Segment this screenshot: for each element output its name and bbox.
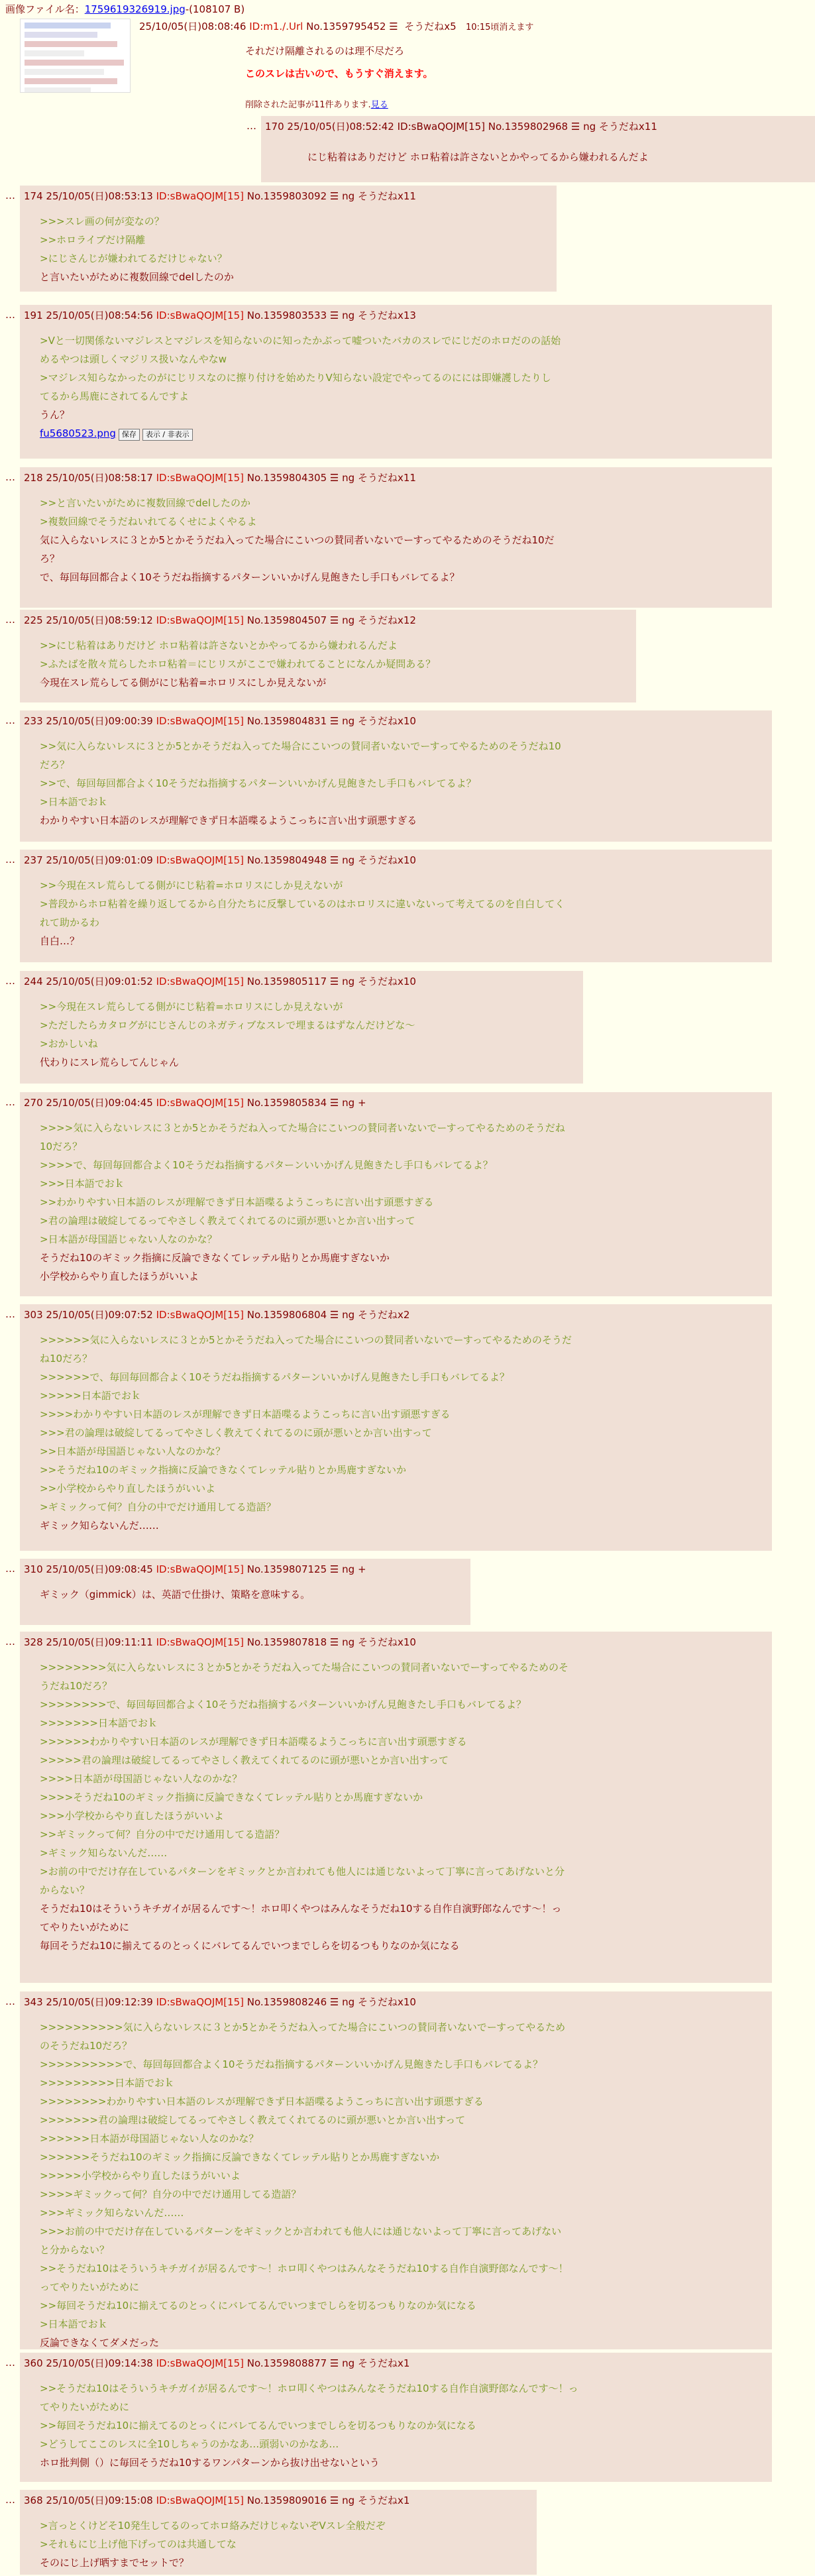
menu-icon[interactable]: ☰: [329, 1309, 339, 1321]
quote-line: >複数回線でそうだねいれてるくせによくやるよ: [40, 516, 257, 528]
quote-line: >>そうだね10はそういうキチガイが居るんです～！ホロ叩くやつはみんなそうだね10する自作自演野郎なんです～！: [40, 2263, 569, 2274]
reply-number-date: 218 25/10/05(日)08:58:17: [24, 472, 153, 484]
file-size: -(108107 B): [185, 3, 245, 15]
reply-dots: …: [5, 309, 15, 321]
quote-line: >>毎回そうだね10に揃えてるのとっくにバレてるんでいつまでしらを切るつもりなのか気になる: [40, 2420, 476, 2432]
reply-id[interactable]: ID:sBwaQOJM[15]: [156, 1996, 244, 2008]
quote-line: >>>>気に入らないレスに３とか5とかそうだね入ってた場合にこいつの賛同者いないでーすってやるためのそうだね: [40, 1122, 565, 1134]
reply-box: [261, 116, 815, 182]
menu-icon[interactable]: ☰: [329, 1636, 339, 1648]
quote-line: >>ホロライブだけ隔離: [40, 234, 146, 246]
quote-line: >>今現在スレ荒らしてる側がにじ粘着=ホロリスにしか見えないが: [40, 879, 343, 891]
ng-button[interactable]: ng: [342, 1563, 355, 1575]
reply-number-date: 233 25/10/05(日)09:00:39: [24, 715, 153, 727]
quote-line: >>>>>日本語でおｋ: [40, 1390, 141, 1402]
quote-line: と分からない？: [40, 2244, 110, 2256]
quote-line: >>>>日本語が母国語じゃない人なのかな？: [40, 1773, 243, 1785]
quote-line: >ふたばを散々荒らしたホロ粘着＝にじリスがここで嫌われてることになんか疑問ある？: [40, 658, 436, 670]
quote-line: >>>>>>>>>>で、毎回毎回都合よく10そうだね指摘するパターンいいかげん見飽きたし手口もバレてるよ？: [40, 2058, 543, 2070]
reply-box: [20, 1092, 772, 1296]
reply-line: 毎回そうだね10に揃えてるのとっくにバレてるんでいつまでしらを切るつもりなのか気になる: [40, 1940, 460, 1952]
file-label: 画像ファイル名：: [5, 3, 85, 15]
ng-button[interactable]: ng: [342, 1097, 355, 1109]
reply-header: [265, 120, 657, 133]
reply-id[interactable]: ID:sBwaQOJM[15]: [156, 854, 244, 866]
reply-header: [24, 1563, 366, 1576]
reply-id[interactable]: ID:sBwaQOJM[15]: [156, 2357, 244, 2369]
quote-line: >>>君の論理は破綻してるってやさしく教えてくれてるのに頭が悪いとか言い出すって: [40, 1427, 432, 1439]
ng-button[interactable]: ng: [342, 715, 355, 727]
quote-line: うだね10だろ？: [40, 1680, 113, 1692]
reply-body: [307, 148, 649, 166]
reply-body: [40, 2018, 569, 2352]
reply-body: [40, 997, 415, 1072]
quote-line: >>>>で、毎回毎回都合よく10そうだね指摘するパターンいいかげん見飽きたし手口もバレてるよ？: [40, 1159, 493, 1171]
reply-box: [20, 971, 583, 1084]
expire-time: 10:15頃消えます: [465, 23, 534, 32]
reply-line: ろ？: [40, 553, 60, 565]
sodane-button[interactable]: そうだねx11: [357, 472, 416, 484]
reply-box: [20, 467, 772, 608]
menu-icon[interactable]: ☰: [329, 1563, 339, 1575]
sodane-button[interactable]: そうだねx10: [357, 715, 416, 727]
op-body: [245, 40, 433, 85]
ng-button[interactable]: ng: [342, 1309, 355, 1321]
reply-id[interactable]: ID:sBwaQOJM[15]: [156, 715, 244, 727]
quote-line: >>と言いたいがために複数回線でdelしたのか: [40, 497, 251, 509]
quote-line: >>小学校からやり直したほうがいいよ: [40, 1483, 216, 1494]
reply-line: てやりたいがために: [40, 1921, 130, 1933]
reply-header: [24, 1995, 416, 2009]
reply-no[interactable]: No.1359808246: [246, 1996, 327, 2008]
ng-button[interactable]: ng: [342, 309, 355, 321]
reply-box: [20, 2353, 772, 2482]
sodane-button[interactable]: そうだねx13: [357, 309, 416, 321]
reply-dots: …: [5, 1563, 15, 1575]
reply-body: [40, 876, 565, 950]
quote-line: >日本語でおｋ: [40, 2318, 108, 2330]
reply-dots: …: [5, 975, 15, 987]
reply-line: にじ粘着はありだけど ホロ粘着は許さないとかやってるから嫌われるんだよ: [307, 151, 649, 163]
reply-line: わかりやすい日本語のレスが理解できず日本語喋るようこっちに言い出す頭悪すぎる: [40, 814, 417, 826]
reply-no[interactable]: No.1359804948: [246, 854, 327, 866]
sodane-button[interactable]: そうだねx1: [357, 2357, 410, 2369]
reply-number-date: 303 25/10/05(日)09:07:52: [24, 1309, 153, 1321]
ng-button[interactable]: ng: [342, 976, 355, 987]
quote-line: >>>小学校からやり直したほうがいいよ: [40, 1810, 224, 1822]
sodane-button[interactable]: +: [357, 1563, 366, 1575]
reply-box: [20, 305, 772, 459]
menu-icon[interactable]: ☰: [329, 2357, 339, 2369]
quote-line: >>>>>>>>>>気に入らないレスに３とか5とかそうだね入ってた場合にこいつの賛同者いないでーすってやるため: [40, 2021, 566, 2033]
sodane-button[interactable]: そうだねx10: [357, 976, 416, 987]
reply-body: [40, 212, 234, 286]
reply-number-date: 328 25/10/05(日)09:11:11: [24, 1636, 153, 1648]
quote-line: >>日本語が母国語じゃない人なのかな？: [40, 1445, 226, 1457]
reply-id[interactable]: ID:sBwaQOJM[15]: [156, 190, 244, 202]
reply-box: [20, 1991, 772, 2349]
reply-dots: …: [5, 854, 15, 866]
quote-line: >>>>>>そうだね10のギミック指摘に反論できなくてレッテル貼りとか馬鹿すぎないか: [40, 2151, 440, 2163]
reply-no[interactable]: No.1359803092: [246, 190, 327, 202]
quote-line: >ギミックって何？自分の中でだけ通用してる造語？: [40, 1501, 276, 1513]
op-sodane[interactable]: そうだねx5: [404, 21, 457, 32]
quote-line: >君の論理は破綻してるってやさしく教えてくれてるのに頭が悪いとか言い出すって: [40, 1215, 415, 1227]
reply-meta[interactable]: 170 25/10/05(日)08:52:42 ID:sBwaQOJM[15] No.1359802968: [265, 121, 569, 133]
reply-id[interactable]: ID:sBwaQOJM[15]: [156, 309, 244, 321]
reply-line: 自白…？: [40, 935, 80, 947]
reply-dots: …: [5, 1995, 15, 2007]
quote-line: >お前の中でだけ存在しているパターンをギミックとか言われても他人には通じないよって丁寧に言ってあげないと分: [40, 1866, 565, 1877]
reply-box: [20, 2490, 537, 2575]
quote-line: >>そうだね10はそういうキチガイが居るんです～！ホロ叩くやつはみんなそうだね10する自作自演野郎なんです～！っ: [40, 2382, 578, 2394]
sodane-button[interactable]: そうだねx10: [357, 854, 416, 866]
menu-icon[interactable]: ☰: [389, 21, 398, 32]
quote-line: >>>ギミック知らないんだ……: [40, 2207, 184, 2219]
reply-dots: …: [246, 120, 256, 132]
reply-id[interactable]: ID:sBwaQOJM[15]: [156, 1097, 244, 1109]
quote-line: >>ギミックって何？自分の中でだけ通用してる造語？: [40, 1828, 285, 1840]
quote-line: >>>>>>で、毎回毎回都合よく10そうだね指摘するパターンいいかげん見飽きたし手口もバレてるよ？: [40, 1371, 510, 1383]
reply-line: 気に入らないレスに３とか5とかそうだね入ってた場合にこいつの賛同者いないでーすってやるためのそうだね10だ: [40, 534, 555, 546]
quote-line: >>>>>君の論理は破綻してるってやさしく教えてくれてるのに頭が悪いとか言い出すって: [40, 1754, 449, 1766]
ng-button[interactable]: ng: [342, 1636, 355, 1648]
quote-line: のそうだね10だろ？: [40, 2040, 133, 2052]
quote-line: >>>>>>日本語が母国語じゃない人なのかな？: [40, 2133, 259, 2145]
reply-number-date: 237 25/10/05(日)09:01:09: [24, 854, 153, 866]
reply-body: [40, 494, 555, 587]
quote-line: >それもにじ上げ他下げってのは共通してな: [40, 2538, 237, 2550]
reply-line: で、毎回毎回都合よく10そうだね指摘するパターンいいかげん見飽きたし手口もバレてるよ？: [40, 571, 460, 583]
reply-box: [20, 1304, 772, 1551]
quote-line: だろ？: [40, 759, 70, 771]
reply-dots: …: [5, 2357, 15, 2369]
quote-line: >>>>ギミックって何？自分の中でだけ通用してる造語？: [40, 2188, 301, 2200]
reply-dots: …: [5, 1308, 15, 1320]
quote-line: >>で、毎回毎回都合よく10そうだね指摘するパターンいいかげん見飽きたし手口もバレてるよ？: [40, 777, 476, 789]
menu-icon[interactable]: ☰: [329, 715, 339, 727]
quote-line: >>気に入らないレスに３とか5とかそうだね入ってた場合にこいつの賛同者いないでーすってやるためのそうだね10: [40, 740, 561, 752]
quote-line: >>>>>>>君の論理は破綻してるってやさしく教えてくれてるのに頭が悪いとか言い出すって: [40, 2114, 466, 2126]
deleted-notice: 削除された記事が11件あります.見る: [245, 100, 388, 110]
quote-line: >>>>>>>日本語でおｋ: [40, 1717, 158, 1729]
op-date: 25/10/05(日)08:08:46: [139, 21, 246, 32]
reply-id[interactable]: ID:sBwaQOJM[15]: [156, 1309, 244, 1321]
quote-line: >>>>>>>>で、毎回毎回都合よく10そうだね指摘するパターンいいかげん見飽きたし手口もバレてるよ？: [40, 1699, 527, 1710]
reply-dots: …: [5, 190, 15, 201]
quote-line: てるから馬鹿にされてるんですよ: [40, 390, 190, 402]
menu-icon[interactable]: ☰: [329, 1097, 339, 1109]
quote-line: れて助かるわ: [40, 917, 100, 928]
reply-number-date: 270 25/10/05(日)09:04:45: [24, 1097, 153, 1109]
reply-line: 反論できなくてダメだった: [40, 2337, 160, 2349]
quote-line: >>>>>>わかりやすい日本語のレスが理解できず日本語喋るようこっちに言い出す頭悪すぎる: [40, 1736, 467, 1748]
reply-no[interactable]: No.1359809016: [246, 2494, 327, 2506]
ng-button[interactable]: ng: [342, 1996, 355, 2008]
reply-number-date: 244 25/10/05(日)09:01:52: [24, 976, 153, 987]
reply-id[interactable]: ID:sBwaQOJM[15]: [156, 2494, 244, 2506]
reply-header: [24, 854, 416, 867]
reply-header: [24, 714, 416, 728]
reply-box: [20, 1632, 772, 1983]
quote-line: >>>お前の中でだけ存在しているパターンをギミックとか言われても他人には通じないよって丁寧に言ってあげない: [40, 2225, 562, 2237]
reply-id[interactable]: ID:sBwaQOJM[15]: [156, 472, 244, 484]
reply-line: そうだね10のギミック指摘に反論できなくてレッテル貼りとか馬鹿すぎないか: [40, 1252, 390, 1264]
reply-header: [24, 2494, 409, 2507]
menu-icon[interactable]: ☰: [329, 614, 339, 626]
reply-line: 今現在スレ荒らしてる側がにじ粘着=ホロリスにしか見えないが: [40, 677, 327, 689]
quote-line: >普段からホロ粘着を繰り返してるから自分たちに反撃しているのはホロリスに違いないって考えてるのを自白してく: [40, 898, 565, 910]
quote-line: >>>>>>>>>日本語でおｋ: [40, 2077, 175, 2089]
reply-number-date: 343 25/10/05(日)09:12:39: [24, 1996, 153, 2008]
reply-line: ギミック知らないんだ……: [40, 1520, 159, 1532]
reply-line: うん？: [40, 409, 70, 421]
reply-body: [40, 1119, 565, 1286]
op-header: [139, 20, 533, 34]
ng-button[interactable]: ng: [342, 472, 355, 484]
menu-icon[interactable]: ☰: [329, 976, 339, 987]
ng-button[interactable]: ng: [342, 190, 355, 202]
quote-line: めるやつは頭しくマジリス扱いなんやなw: [40, 353, 227, 365]
reply-body: [40, 1585, 310, 1604]
reply-box: [20, 710, 772, 842]
reply-id[interactable]: ID:sBwaQOJM[15]: [156, 1636, 244, 1648]
menu-icon[interactable]: ☰: [329, 472, 339, 484]
attachment-row: [40, 424, 561, 443]
quote-line: てやりたいがために: [40, 2401, 130, 2413]
quote-line: >>>日本語でおｋ: [40, 1178, 125, 1190]
reply-number-date: 310 25/10/05(日)09:08:45: [24, 1563, 153, 1575]
reply-no[interactable]: No.1359808877: [246, 2357, 327, 2369]
reply-dots: …: [5, 714, 15, 726]
reply-box: [20, 1559, 470, 1625]
quote-line: >>>>そうだね10のギミック指摘に反論できなくてレッテル貼りとか馬鹿すぎないか: [40, 1791, 423, 1803]
reply-body: [40, 331, 561, 443]
sodane-button[interactable]: そうだねx12: [357, 614, 416, 626]
quote-line: >>今現在スレ荒らしてる側がにじ粘着=ホロリスにしか見えないが: [40, 1001, 343, 1013]
quote-line: >>>>>>気に入らないレスに３とか5とかそうだね入ってた場合にこいつの賛同者いないでーすってやるためのそうだ: [40, 1334, 572, 1346]
quote-line: >マジレス知らなかったのがにじリスなのに擦り付けを始めたりV知らない設定でやってるのにには即嫌護したりし: [40, 372, 551, 384]
reply-no[interactable]: No.1359806804: [246, 1309, 327, 1321]
menu-icon[interactable]: ☰: [329, 2494, 339, 2506]
sodane-button[interactable]: そうだねx10: [357, 1996, 416, 2008]
reply-no[interactable]: No.1359803533: [246, 309, 327, 321]
warning-text: このスレは古いので、もうすぐ消えます。: [245, 68, 433, 80]
reply-no[interactable]: No.1359804507: [246, 614, 327, 626]
reply-header: [24, 190, 416, 203]
reply-no[interactable]: No.1359804831: [246, 715, 327, 727]
quote-line: >>>>わかりやすい日本語のレスが理解できず日本語喋るようこっちに言い出す頭悪すぎる: [40, 1408, 451, 1420]
reply-body: [40, 737, 561, 830]
ng-button[interactable]: ng: [342, 2494, 355, 2506]
quote-line: からない？: [40, 1884, 90, 1896]
reply-dots: …: [5, 1096, 15, 1108]
quote-line: >にじさんじが嫌われてるだけじゃない？: [40, 252, 227, 264]
reply-header: [24, 471, 416, 484]
toggle-display-button[interactable]: 表示 / 非表示: [142, 429, 193, 441]
reply-line: と言いたいがために複数回線でdelしたのか: [40, 271, 234, 283]
op-no[interactable]: No.1359795452: [306, 21, 386, 32]
reply-body: [40, 1658, 569, 1955]
quote-line: >>>>>小学校からやり直したほうがいいよ: [40, 2170, 241, 2182]
reply-line: そのにじ上げ晒すまでセットで？: [40, 2557, 190, 2569]
quote-line: >どうしてここのレスに全10しちゃうのかなあ…頭弱いのかなあ…: [40, 2438, 339, 2450]
quote-line: >おかしいね: [40, 1038, 98, 1050]
reply-line: 小学校からやり直したほうがいいよ: [40, 1270, 199, 1282]
reply-body: [40, 636, 435, 692]
quote-line: ってやりたいがために: [40, 2281, 140, 2293]
op-id[interactable]: ID:m1./.Url: [249, 21, 303, 32]
reply-no[interactable]: No.1359804305: [246, 472, 327, 484]
quote-line: >Vと一切関係ないマジレスとマジレスを知らないのに知ったかぶって嘘ついたバカのスレでにじだのホロだのの話始: [40, 335, 561, 347]
reply-no[interactable]: No.1359805117: [246, 976, 327, 987]
reply-line: そうだね10はそういうキチガイが居るんです～！ホロ叩くやつはみんなそうだね10する自作自演野郎なんです～！っ: [40, 1903, 562, 1915]
quote-line: >>毎回そうだね10に揃えてるのとっくにバレてるんでいつまでしらを切るつもりなのか気になる: [40, 2300, 476, 2312]
reply-header: [24, 1096, 366, 1109]
quote-line: >日本語でおｋ: [40, 796, 108, 808]
sodane-button[interactable]: そうだねx11: [357, 190, 416, 202]
reply-header: [24, 614, 416, 627]
reply-line: 代わりにスレ荒らしてんじゃん: [40, 1056, 180, 1068]
reply-body: [40, 2379, 578, 2472]
reply-box: [20, 850, 772, 962]
reply-number-date: 191 25/10/05(日)08:54:56: [24, 309, 153, 321]
reply-no[interactable]: No.1359805834: [246, 1097, 327, 1109]
reply-body: [40, 2516, 386, 2572]
menu-icon[interactable]: ☰: [329, 854, 339, 866]
reply-header: [24, 975, 416, 988]
reply-no[interactable]: No.1359807818: [246, 1636, 327, 1648]
sodane-button[interactable]: そうだねx11: [598, 121, 657, 133]
sodane-button[interactable]: そうだねx2: [357, 1309, 410, 1321]
save-button[interactable]: 保存: [119, 429, 140, 441]
reply-number-date: 225 25/10/05(日)08:59:12: [24, 614, 153, 626]
file-link[interactable]: 1759619326919.jpg: [84, 3, 186, 15]
quote-line: >>>>>>>>わかりやすい日本語のレスが理解できず日本語喋るようこっちに言い出す頭悪すぎる: [40, 2096, 484, 2107]
reply-dots: …: [5, 2494, 15, 2506]
file-info: [5, 3, 244, 16]
reply-number-date: 368 25/10/05(日)09:15:08: [24, 2494, 153, 2506]
quote-line: 10だろ？: [40, 1141, 83, 1152]
attachment-link[interactable]: fu5680523.png: [40, 427, 116, 439]
ng-button[interactable]: ng: [583, 121, 596, 133]
reply-id[interactable]: ID:sBwaQOJM[15]: [156, 1563, 244, 1575]
quote-line: >>にじ粘着はありだけど ホロ粘着は許さないとかやってるから嫌われるんだよ: [40, 640, 398, 651]
reply-header: [24, 2357, 409, 2370]
sodane-button[interactable]: そうだねx10: [357, 1636, 416, 1648]
reply-dots: …: [5, 471, 15, 483]
quote-line: >>>>>>>>気に入らないレスに３とか5とかそうだね入ってた場合にこいつの賛同者いないでーすってやるためのそ: [40, 1661, 569, 1673]
reply-number-date: 360 25/10/05(日)09:14:38: [24, 2357, 153, 2369]
menu-icon[interactable]: ☰: [570, 121, 580, 133]
reply-body: [40, 1331, 572, 1535]
reply-header: [24, 309, 416, 322]
sodane-button[interactable]: +: [357, 1097, 366, 1109]
menu-icon[interactable]: ☰: [329, 190, 339, 202]
quote-line: >ギミック知らないんだ……: [40, 1847, 168, 1859]
quote-line: ね10だろ？: [40, 1353, 93, 1365]
reply-header: [24, 1308, 409, 1321]
reply-box: [20, 186, 557, 292]
ng-button[interactable]: ng: [342, 854, 355, 866]
quote-line: >言っとくけどそ10発生してるのってホロ絡みだけじゃないぞVスレ全般だぞ: [40, 2520, 386, 2532]
ng-button[interactable]: ng: [342, 2357, 355, 2369]
reply-dots: …: [5, 614, 15, 626]
menu-icon[interactable]: ☰: [329, 1996, 339, 2008]
ng-button[interactable]: ng: [342, 614, 355, 626]
quote-line: >>>スレ画の何が変なの？: [40, 215, 164, 227]
reply-id[interactable]: ID:sBwaQOJM[15]: [156, 614, 244, 626]
menu-icon[interactable]: ☰: [329, 309, 339, 321]
quote-line: >日本語が母国語じゃない人なのかな？: [40, 1233, 217, 1245]
reply-no[interactable]: No.1359807125: [246, 1563, 327, 1575]
reply-id[interactable]: ID:sBwaQOJM[15]: [156, 976, 244, 987]
op-thumbnail[interactable]: [20, 19, 131, 93]
reply-line: ホロ批判側（）に毎回そうだね10するワンパターンから抜け出せないという: [40, 2457, 380, 2469]
show-deleted-link[interactable]: 見る: [370, 100, 388, 110]
reply-box: [20, 610, 636, 702]
quote-line: >>そうだね10のギミック指摘に反論できなくてレッテル貼りとか馬鹿すぎないか: [40, 1464, 407, 1476]
quote-line: >>わかりやすい日本語のレスが理解できず日本語喋るようこっちに言い出す頭悪すぎる: [40, 1196, 434, 1208]
sodane-button[interactable]: そうだねx1: [357, 2494, 410, 2506]
reply-number-date: 174 25/10/05(日)08:53:13: [24, 190, 153, 202]
reply-line: ギミック（gimmick）は、英語で仕掛け、策略を意味する。: [40, 1589, 311, 1600]
reply-dots: …: [5, 1636, 15, 1648]
op-line: それだけ隔離されるのは理不尽だろ: [245, 45, 405, 57]
quote-line: >ただしたらカタログがにじさんじのネガティブなスレで埋まるはずなんだけどな～: [40, 1019, 415, 1031]
reply-header: [24, 1636, 416, 1649]
